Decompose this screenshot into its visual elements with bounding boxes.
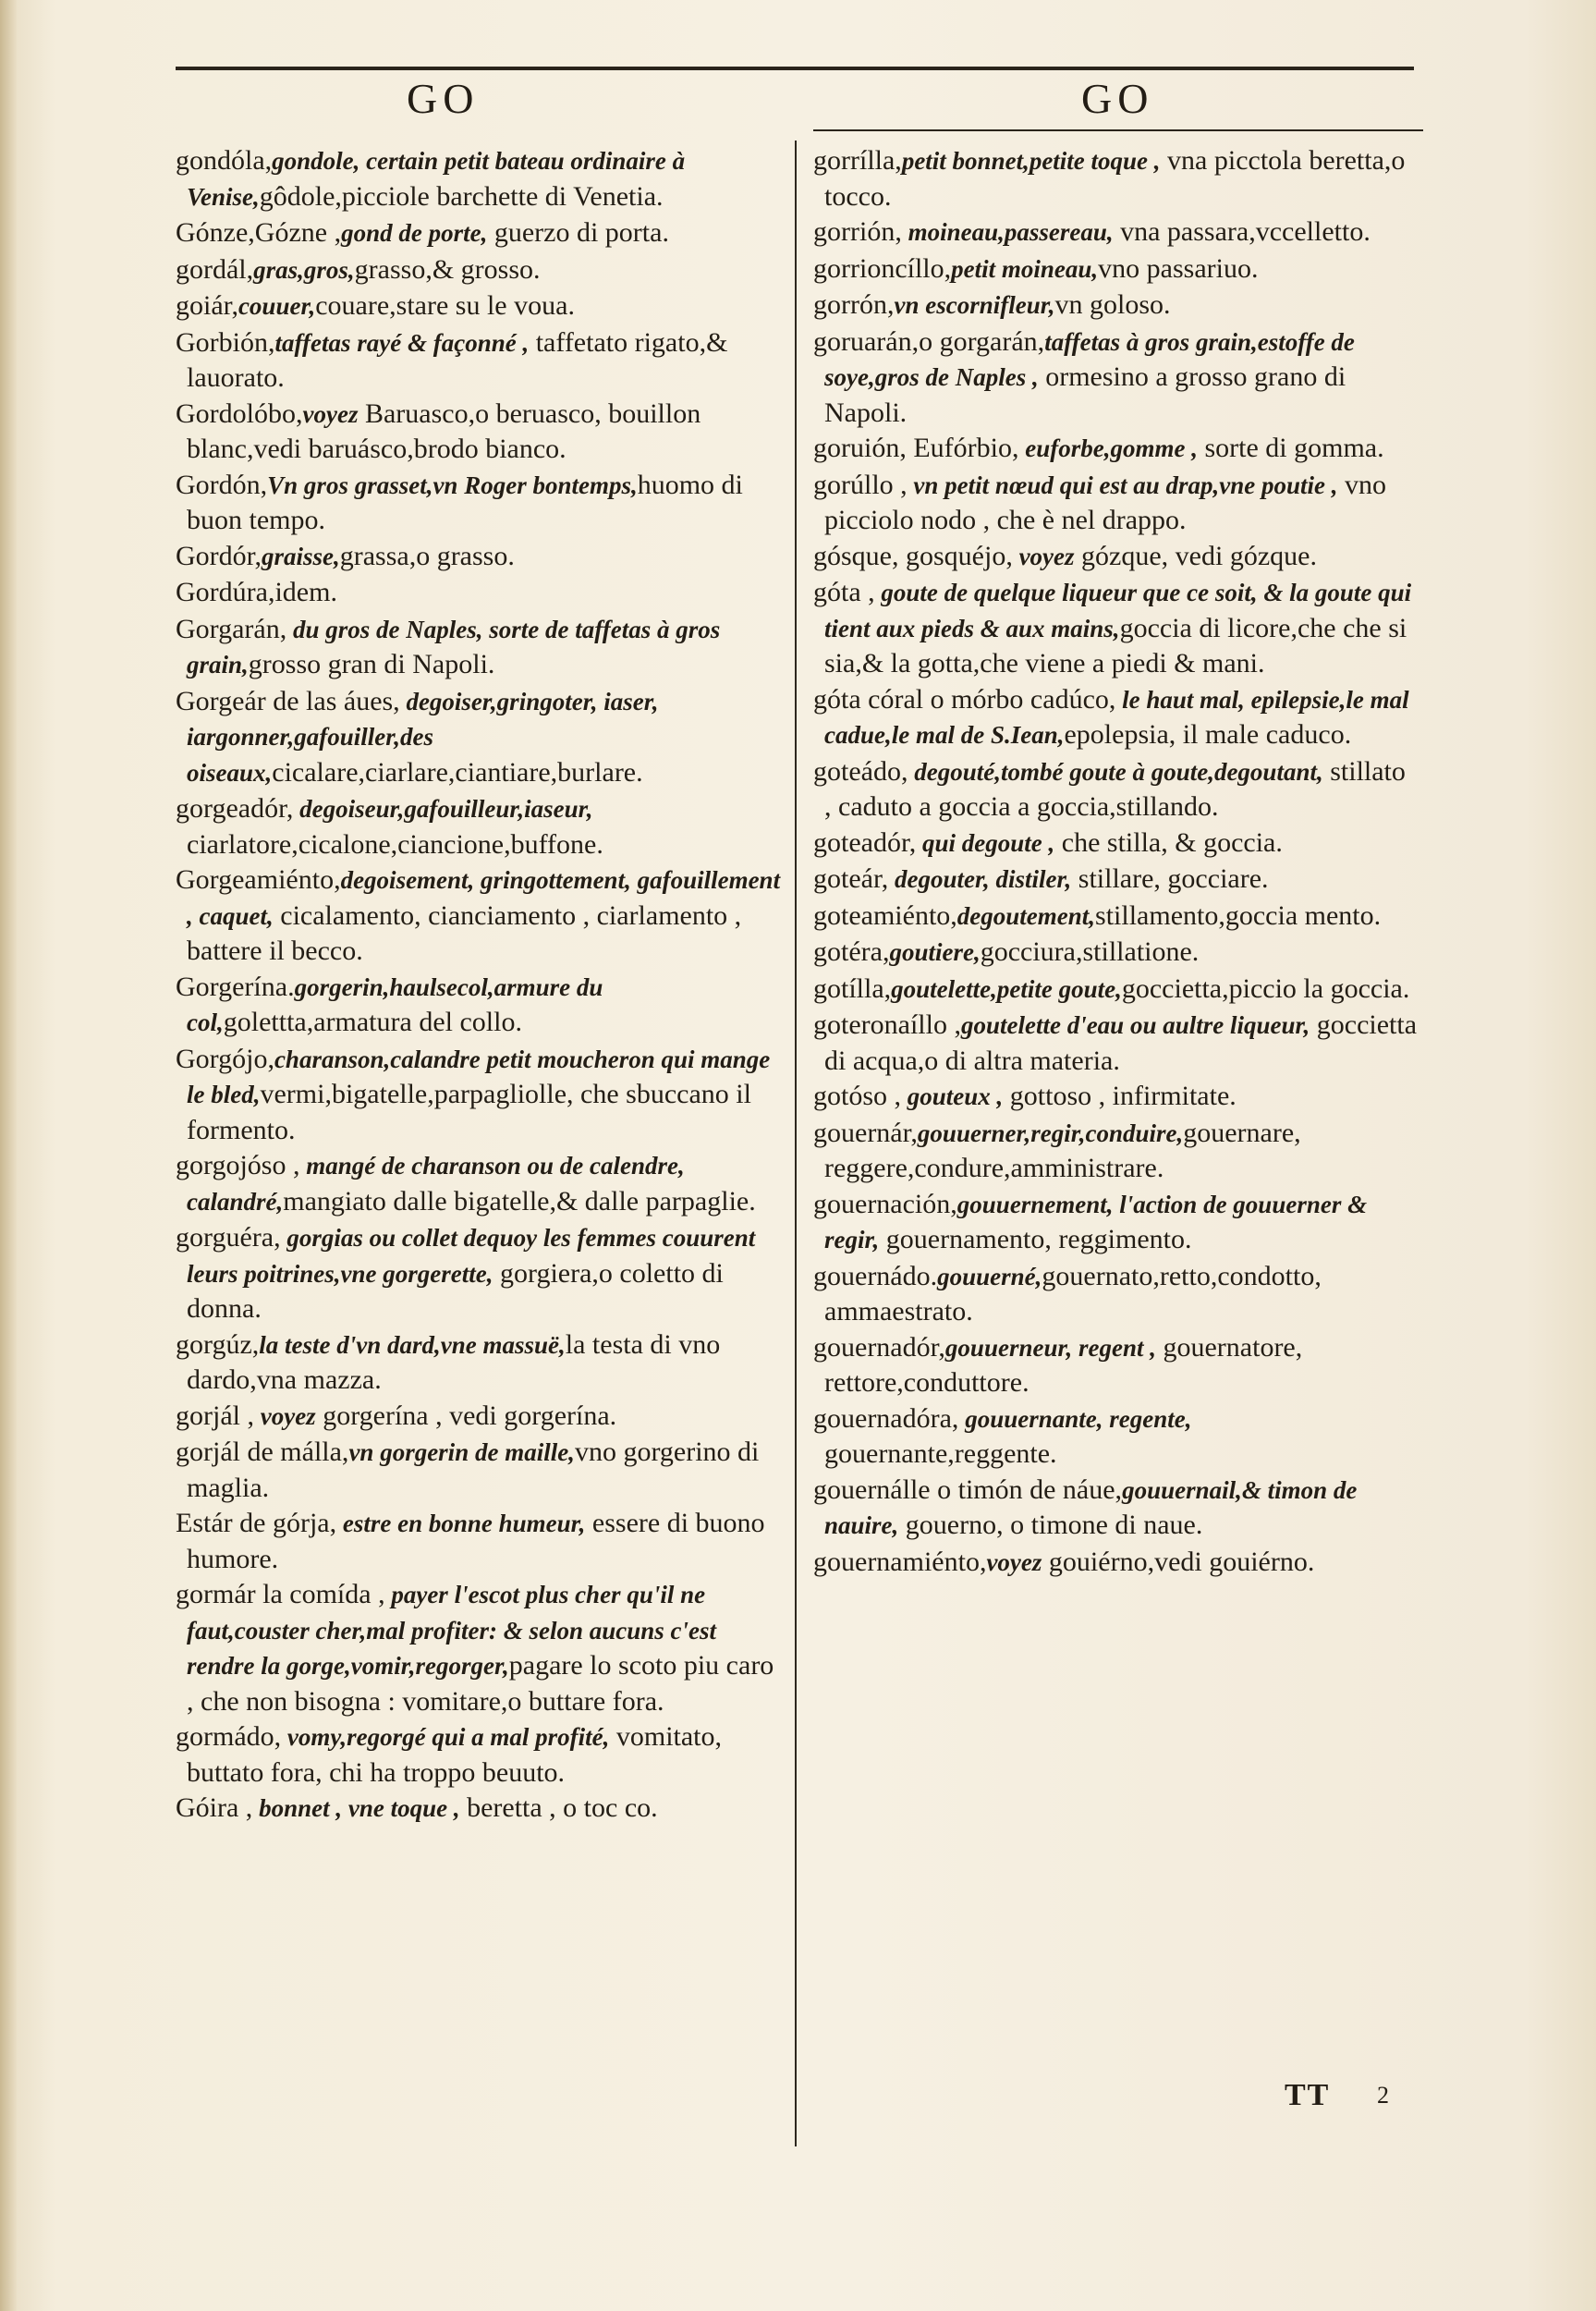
dictionary-entry [813,1079,1419,1115]
binding-edge [0,0,17,2311]
entry-headword: gorjál , [176,1400,254,1431]
entry-italian: gouernante,reggente. [824,1438,1057,1469]
entry-french: goutelette d'eau ou aultre liqueur, [960,1011,1310,1039]
entry-italian: stillare, gocciare. [1071,863,1269,894]
entry-headword: Gorgeamiénto, [176,864,341,895]
entry-french: goutelette,petite goute, [891,974,1122,1003]
entry-headword: gorrílla, [813,145,902,176]
entry-french: gouuerné, [937,1262,1042,1290]
dictionary-entry [176,215,786,251]
dictionary-entry [813,468,1419,538]
entry-italian: beretta , o toc co. [459,1792,658,1823]
entry-french: gouuerner,regir,conduire, [917,1119,1184,1147]
entry-italian: taffetato rigato,& lauorato. [187,326,728,393]
entry-french: voyez [986,1547,1042,1576]
dictionary-entry [176,862,786,969]
dictionary-entry [176,791,786,862]
entry-headword: Gónze,Gózne , [176,217,342,248]
dictionary-entry [813,1259,1419,1329]
dictionary-entry [176,575,786,611]
dictionary-entry [813,214,1419,251]
entry-headword: gormádo, [176,1721,282,1752]
dictionary-entry [813,143,1419,214]
entry-italian: golettta,armatura del collo. [223,1007,522,1037]
entry-french: mangé de charanson ou de calendre, calandré, [187,1152,685,1216]
entry-italian: stillamento,goccia mento. [1095,899,1382,931]
dictionary-entry [813,1116,1419,1186]
entry-headword: gouernadór, [813,1331,945,1363]
entry-italian: gouernato,retto,condotto, ammaestrato. [824,1260,1322,1327]
entry-french: euforbe,gomme , [1018,434,1198,462]
entry-headword: goiár, [176,290,238,321]
entry-french: gond de porte, [341,219,488,247]
entry-italian: gottoso , infirmitate. [1003,1081,1237,1111]
entry-headword: Gordolóbo, [176,397,303,429]
right-top-rule [813,129,1423,131]
entry-italian: guerzo di porta. [487,217,669,248]
entry-italian: cicalare,ciarlare,ciantiare,burlare. [272,756,643,788]
entry-french: degoiser,gringoter, iaser, iargonner,gafouiller,des oiseaux, [187,687,659,787]
entry-italian: goccietta,piccio la goccia. [1121,972,1410,1004]
entry-french: gorgias ou collet dequoy les femmes couurent leurs poitrines,vne gorgerette, [187,1224,756,1288]
entry-italian: gouernamento, reggimento. [879,1224,1192,1254]
dictionary-entry [813,825,1419,862]
dictionary-entry [176,397,786,467]
entry-headword: Gordúra, [176,577,275,607]
entry-french: taffetas rayé & façonné , [274,328,530,357]
dictionary-entry [813,1187,1419,1258]
entry-headword: gouernamiénto, [813,1546,987,1577]
entry-french: gouuernante, regente, [958,1404,1192,1433]
entry-french: estre en bonne humeur, [336,1510,586,1537]
entry-italian: grosso gran di Napoli. [248,649,495,679]
entry-italian: vno passariuo. [1098,252,1259,284]
entry-headword: gorgojóso , [176,1150,300,1180]
dictionary-entry [813,1473,1419,1544]
entry-headword: gormár la comída , [176,1579,385,1609]
dictionary-entry [813,754,1419,825]
entry-headword: goteár, [813,863,889,894]
entry-headword: gorgúz, [176,1328,260,1360]
dictionary-entry [176,288,786,324]
entry-french: gouuerneur, regent , [944,1333,1156,1362]
entry-headword: gouernádo. [813,1260,938,1291]
entry-italian: ormesino a grosso grano di Napoli. [824,361,1346,428]
entry-italian: gouiérno,vedi gouiérno. [1042,1546,1315,1577]
dictionary-entry [176,1791,786,1827]
dictionary-entry [176,1399,786,1435]
entry-french: gorgerin,haulsecol,armure du col, [187,972,603,1036]
entry-french: vn escornifleur, [894,291,1055,319]
entry-italian: goccietta di acqua,o di altra materia. [824,1009,1418,1076]
entry-french: degoiseur,gafouilleur,iaseur, [293,795,593,823]
entry-italian: grassa,o grasso. [339,540,515,571]
entry-headword: goteadór, [813,826,917,858]
entry-headword: gorrión, [813,216,902,247]
entry-headword: Gorgójo, [176,1043,274,1074]
dictionary-entry [176,143,786,214]
signature-mark: TT [1285,2078,1331,2112]
entry-french: petit moineau, [951,254,1099,283]
right-column [813,143,1419,1581]
entry-italian: che stilla, & goccia. [1054,826,1283,858]
entry-french: Vn gros grasset,vn Roger bontemps, [267,471,638,499]
entry-french: gras,gros, [253,255,355,284]
entry-headword: Gorgarán, [176,613,287,644]
dictionary-entry [176,970,786,1041]
dictionary-entry [813,862,1419,898]
entry-italian: gôdole,picciole barchette di Venetia. [259,180,664,212]
entry-french: gouuernement, l'action de gouuerner & regir, [824,1190,1368,1253]
entry-italian: ciarlatore,cicalone,ciancione,buffone. [187,828,603,860]
entry-italian: idem. [274,577,337,607]
dictionary-entry [813,575,1419,681]
entry-italian: vna passara,vccelletto. [1113,216,1371,247]
entry-italian: vermi,bigatelle,parpagliolle, che sbuccano il formento. [187,1079,751,1145]
dictionary-entry [813,972,1419,1008]
entry-headword: Gorgeár de las áues, [176,685,400,716]
entry-french: payer l'escot plus cher qu'il ne faut,couster cher,mal profiter: & selon aucuns c'est rendre la gorge,vomir,regorger, [187,1581,717,1680]
entry-italian: gorgiera,o coletto di donna. [187,1257,724,1324]
entry-italian: essere di buono humore. [187,1508,765,1574]
entry-headword: gotéra, [813,936,890,967]
dictionary-entry [813,935,1419,971]
dictionary-entry [176,1148,786,1219]
dictionary-entry [176,1506,786,1576]
entry-italian: epolepsia, il male caduco. [1064,719,1352,750]
top-rule [176,67,1414,70]
entry-italian: mangiato dalle bigatelle,& dalle parpaglie. [283,1185,756,1217]
column-divider [795,141,797,2146]
entry-headword: Góira , [176,1792,253,1823]
entry-french: bonnet , vne toque , [252,1794,460,1822]
entry-italian: gorgerína , vedi gorgerína. [315,1400,617,1431]
dictionary-entry [176,325,786,396]
dictionary-entry [813,324,1419,431]
entry-french: goute de quelque liqueur que ce soit, & la goute qui tient aux pieds & aux mains, [824,579,1412,642]
entry-french: degoutement, [956,901,1096,930]
entry-italian: pagare lo scoto piu caro , che non bisogna : vomitare,o buttare fora. [187,1650,774,1717]
entry-french: graisse, [261,542,340,570]
entry-french: du gros de Naples, sorte de taffetas à gros grain, [187,615,721,679]
entry-french: taffetas à gros grain,estoffe de soye,gros de Naples , [824,327,1355,391]
entry-italian: sorte di gomma. [1197,433,1384,463]
entry-italian: vna picctola beretta,o tocco. [824,145,1406,212]
dictionary-entry [176,684,786,791]
dictionary-entry [176,1042,786,1148]
entry-french: degouté,tombé goute à goute,degoutant, [908,757,1323,786]
entry-french: vn petit nœud qui est au drap,vne poutie , [907,471,1338,499]
entry-italian: stillato , caduto a goccia a goccia,stillando. [824,755,1406,822]
entry-italian: Baruasco,o beruasco, bouillon blanc,vedi baruásco,brodo bianco. [187,397,701,464]
entry-french: goutiere, [889,938,981,966]
running-header-left: GO [407,75,480,122]
dictionary-entry [813,1008,1419,1078]
entry-french: le haut mal, epilepsie,le mal cadue,le mal de S.Iean, [824,685,1409,749]
entry-headword: goteádo, [813,755,908,787]
signature-number: 2 [1377,2082,1389,2109]
entry-french: moineau,passereau, [901,218,1114,246]
entry-french: degoisement, gringottement, gafouillement , caquet, [187,866,781,930]
dictionary-entry [813,1330,1419,1400]
entry-headword: gorrioncíllo, [813,252,952,284]
dictionary-entry [813,431,1419,467]
entry-french: gondole, certain petit bateau ordinaire à Venise, [187,147,686,211]
entry-french: voyez [302,399,359,428]
entry-italian: huomo di buon tempo. [187,469,743,535]
dictionary-entry [813,899,1419,935]
entry-italian: gouerno, o timone di naue. [898,1510,1203,1540]
dictionary-entry [176,1577,786,1718]
entry-italian: la testa di vno dardo,vna mazza. [187,1328,721,1395]
entry-headword: Gordór, [176,540,262,571]
entry-italian: vno gorgerino di maglia. [187,1437,760,1503]
dictionary-entry [176,252,786,288]
dictionary-entry [813,287,1419,324]
entry-headword: gorjál de málla, [176,1437,349,1467]
entry-french: vn gorgerin de maille, [348,1438,575,1466]
dictionary-entry [176,1435,786,1505]
entry-italian: vomitato, buttato fora, chi ha troppo beuuto. [187,1721,723,1788]
entry-italian: couare,stare su le voua. [315,290,575,321]
left-column [176,143,786,1828]
entry-headword: goteronaíllo , [813,1009,961,1040]
entry-headword: gondóla, [176,145,273,176]
entry-italian: goccia di licore,che che si sia,& la gotta,che viene a piedi & mani. [824,612,1407,679]
entry-french: gouteux , [901,1082,1004,1110]
entry-headword: gouernár, [813,1117,918,1148]
entry-headword: góta córal o mórbo cadúco, [813,683,1116,715]
entry-headword: gósque, gosquéjo, [813,540,1013,571]
entry-headword: gouernadóra, [813,1402,959,1434]
dictionary-entry [813,251,1419,287]
entry-headword: gorúllo , [813,469,908,500]
entry-french: degouter, distiler, [888,865,1072,893]
dictionary-entry [176,1220,786,1327]
entry-french: voyez [1012,542,1075,570]
entry-italian: gocciura,stillatione. [980,936,1200,967]
entry-headword: gorgeadór, [176,793,294,824]
entry-french: voyez [253,1401,316,1430]
dictionary-entry [176,1327,786,1398]
entry-headword: Gorgerína. [176,971,295,1002]
entry-headword: gorguéra, [176,1222,281,1253]
entry-italian: gózque, vedi gózque. [1074,540,1317,571]
dictionary-entry [176,612,786,683]
entry-headword: gorrón, [813,289,895,320]
dictionary-entry [813,1401,1419,1472]
entry-italian: grasso,& grosso. [354,253,541,285]
entry-french: qui degoute , [916,828,1055,857]
entry-headword: goruión, Eufórbio, [813,433,1019,463]
entry-italian: cicalamento, cianciamento , ciarlamento , battere il becco. [187,899,742,966]
entry-french: vomy,regorgé qui a mal profité, [281,1723,610,1751]
dictionary-entry [813,539,1419,575]
running-header-right: GO [1081,75,1154,122]
entry-headword: goruarán,o gorgarán, [813,325,1045,357]
entry-headword: Gordón, [176,469,268,500]
entry-headword: Gorbión, [176,326,275,358]
entry-italian: vno picciolo nodo , che è nel drappo. [824,469,1386,535]
entry-french: charanson,calandre petit moucheron qui mange le bled, [187,1045,771,1108]
entry-french: couuer, [238,292,316,320]
entry-french: gouuernail,& timon de nauire, [824,1475,1358,1539]
entry-italian: vn goloso. [1054,289,1171,320]
entry-headword: gordál, [176,253,254,285]
entry-headword: gotílla, [813,972,892,1004]
dictionary-entry [813,1545,1419,1581]
entry-french: la teste d'vn dard,vne massuë, [259,1330,566,1359]
dictionary-entry [176,1719,786,1790]
entry-headword: goteamiénto, [813,899,957,931]
entry-headword: góta , [813,577,875,607]
entry-italian: gouernatore, rettore,conduttore. [824,1331,1303,1398]
entry-headword: gotóso , [813,1081,902,1111]
entry-french: petit bonnet,petite toque , [901,147,1161,175]
entry-headword: Estár de górja, [176,1508,337,1538]
dictionary-entry [176,539,786,575]
dictionary-entry [813,682,1419,753]
dictionary-entry [176,468,786,538]
entry-italian: gouernare, reggere,condure,amministrare. [824,1117,1301,1183]
entry-headword: gouernálle o timón de náue, [813,1473,1123,1505]
entry-headword: gouernación, [813,1188,957,1219]
